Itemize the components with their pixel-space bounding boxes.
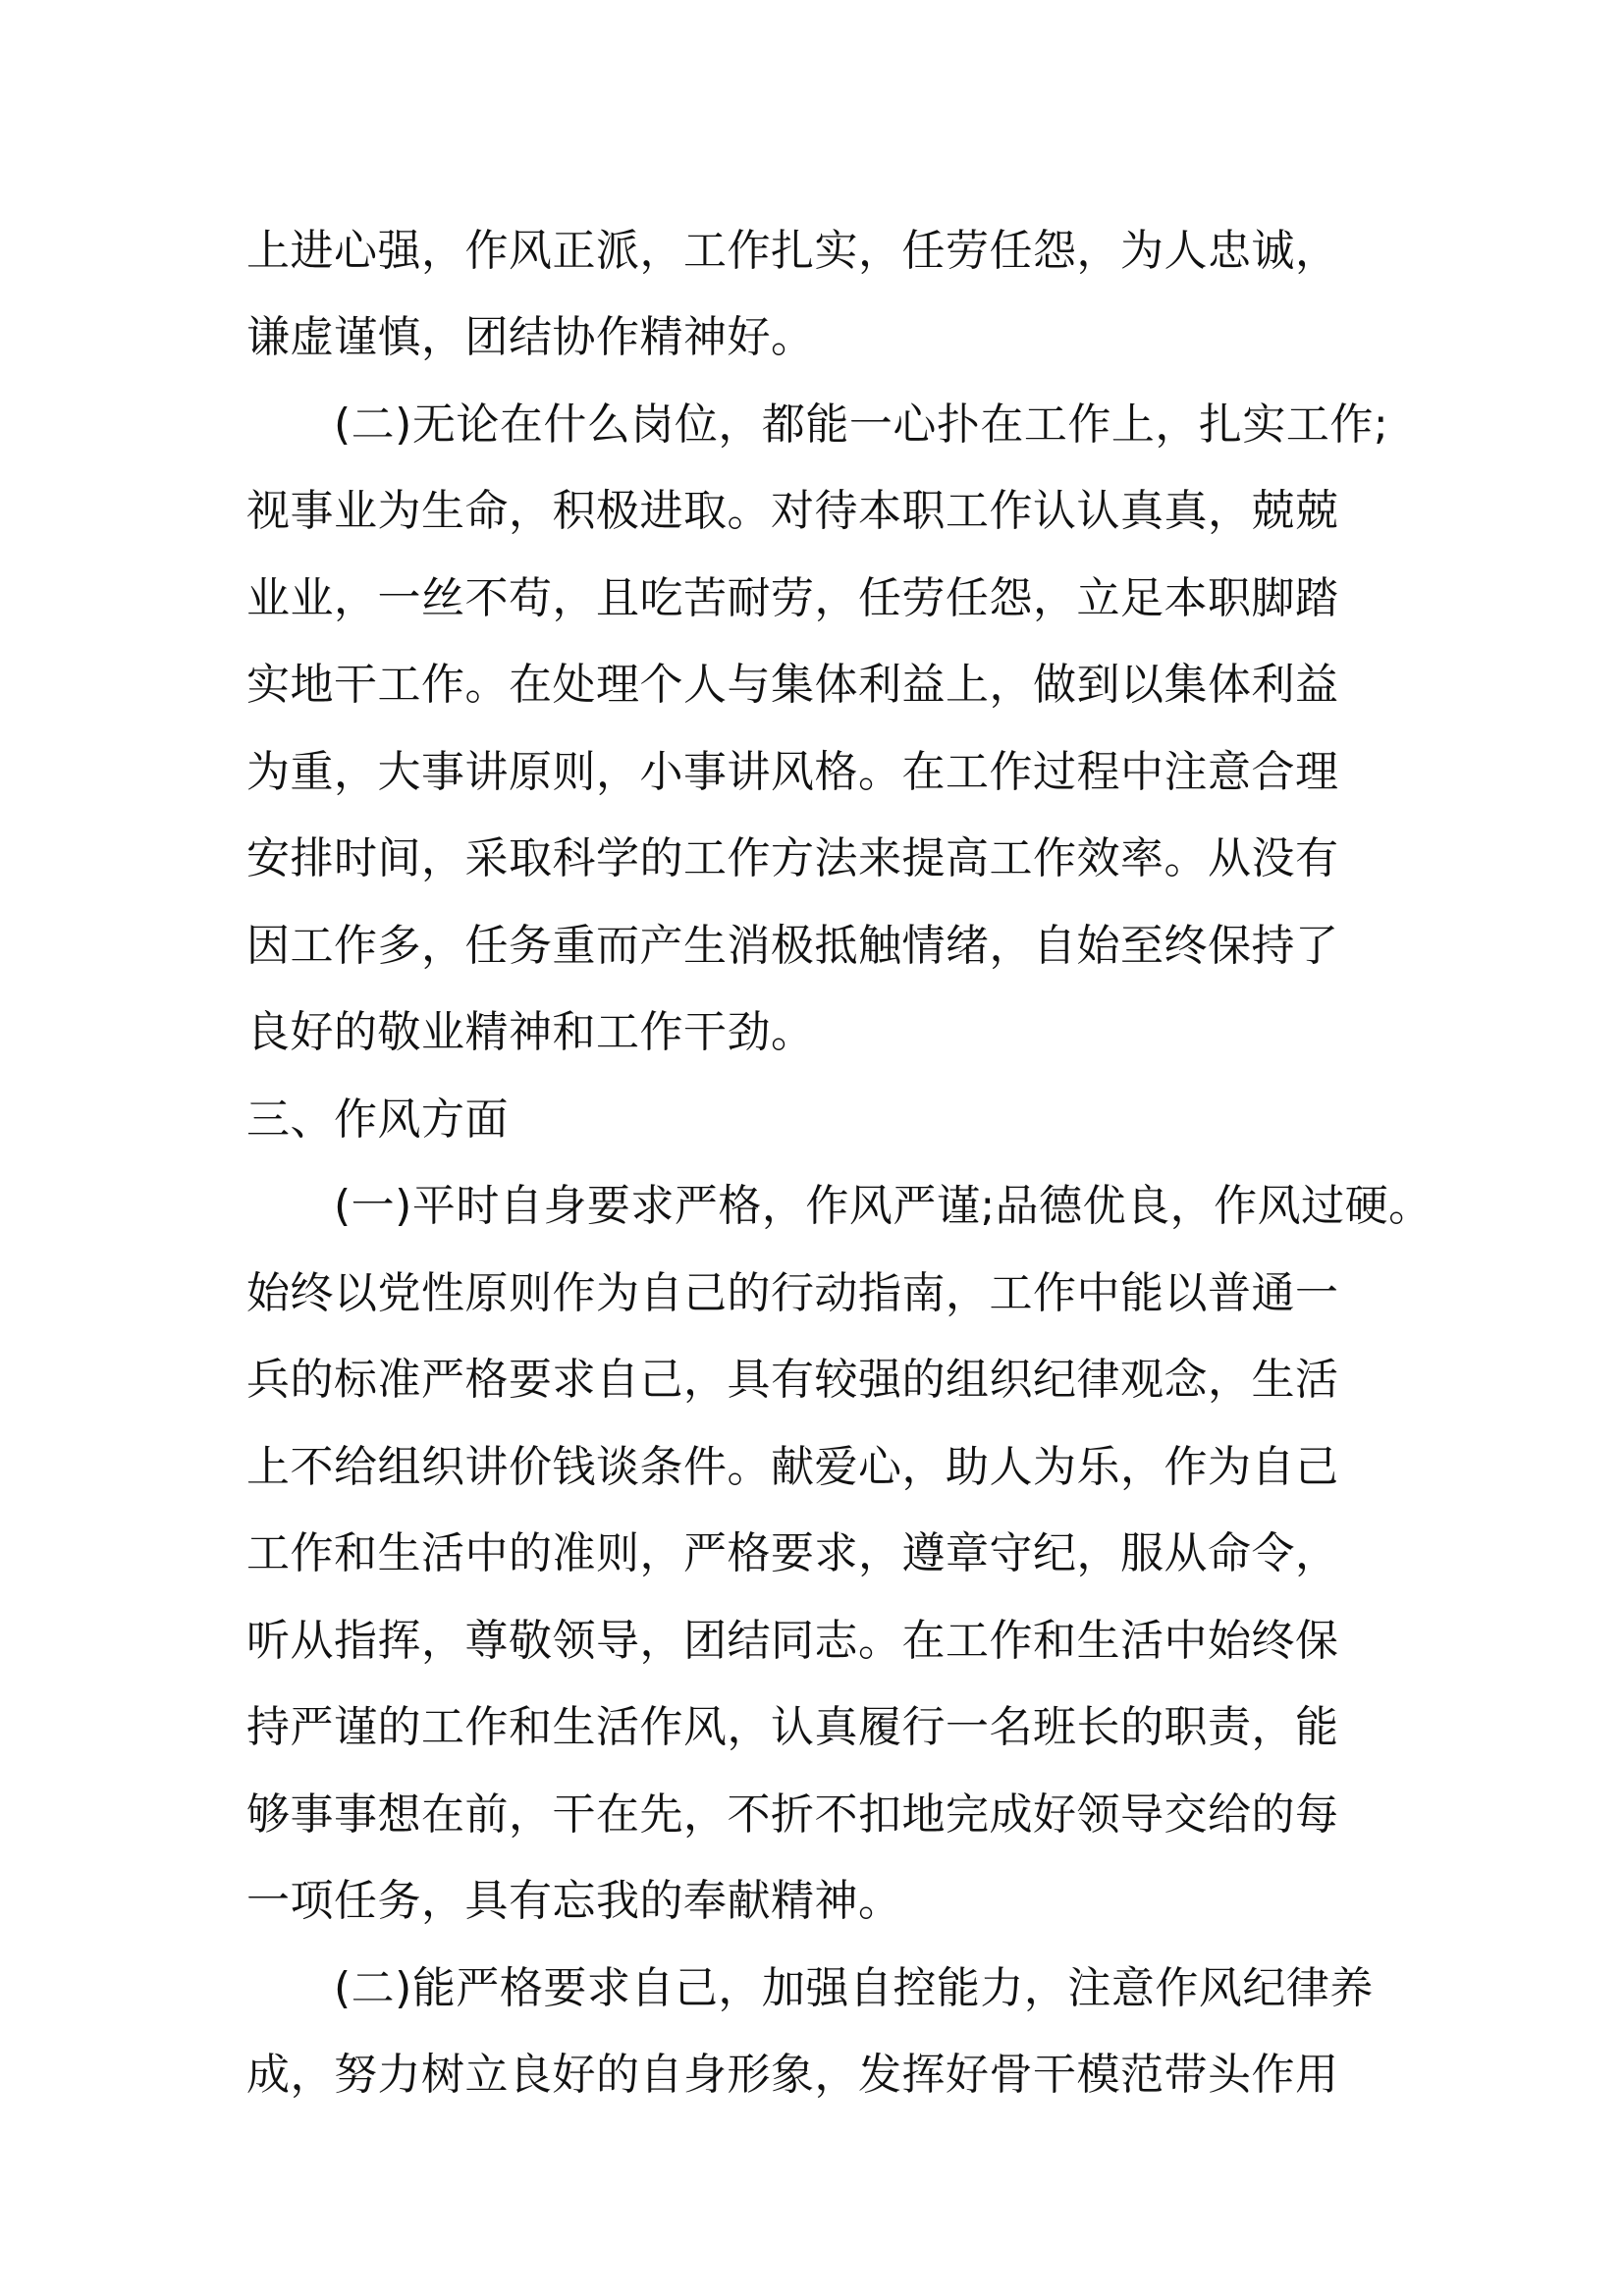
text-line-5: 业业，一丝不苟，且吃苦耐劳，任劳任怨，立足本职脚踏 [246, 573, 1339, 623]
text-line-4: 视事业为生命，积极进取。对待本职工作认认真真，兢兢 [246, 486, 1339, 536]
paragraph-4-start: (二)能严格要求自己，加强自控能力，注意作风纪律养 [334, 1963, 1374, 2013]
text-line-8: 安排时间，采取科学的工作方法来提高工作效率。从没有 [246, 833, 1339, 883]
text-line-1: 上进心强，作风正派，工作扎实，任劳任怨，为人忠诚， [246, 226, 1339, 276]
text-line-16: 工作和生活中的准则，严格要求，遵章守纪，服从命令， [246, 1528, 1339, 1578]
text-line-19: 够事事想在前，干在先，不折不扣地完成好领导交给的每 [246, 1789, 1339, 1840]
text-line-6: 实地干工作。在处理个人与集体利益上，做到以集体利益 [246, 660, 1339, 710]
paragraph-2-start: (二)无论在什么岗位，都能一心扑在工作上，扎实工作; [334, 400, 1389, 450]
text-line-10: 良好的敬业精神和工作干劲。 [246, 1007, 815, 1057]
text-line-20: 一项任务，具有忘我的奉献精神。 [246, 1876, 902, 1926]
text-line-18: 持严谨的工作和生活作风，认真履行一名班长的职责，能 [246, 1702, 1339, 1752]
paragraph-3-start: (一)平时自身要求严格，作风严谨;品德优良，作风过硬。 [334, 1181, 1433, 1231]
section-heading: 三、作风方面 [246, 1095, 509, 1145]
text-line-22: 成，努力树立良好的自身形象，发挥好骨干模范带头作用 [246, 2050, 1339, 2100]
text-line-15: 上不给组织讲价钱谈条件。献爱心，助人为乐，作为自己 [246, 1442, 1339, 1492]
text-line-2: 谦虚谨慎，团结协作精神好。 [246, 312, 815, 362]
text-line-9: 因工作多，任务重而产生消极抵触情绪，自始至终保持了 [246, 921, 1339, 971]
text-line-17: 听从指挥，尊敬领导，团结同志。在工作和生活中始终保 [246, 1616, 1339, 1666]
text-line-14: 兵的标准严格要求自己，具有较强的组织纪律观念，生活 [246, 1355, 1339, 1405]
text-line-7: 为重，大事讲原则，小事讲风格。在工作过程中注意合理 [246, 747, 1339, 797]
text-line-13: 始终以党性原则作为自己的行动指南，工作中能以普通一 [246, 1268, 1339, 1318]
